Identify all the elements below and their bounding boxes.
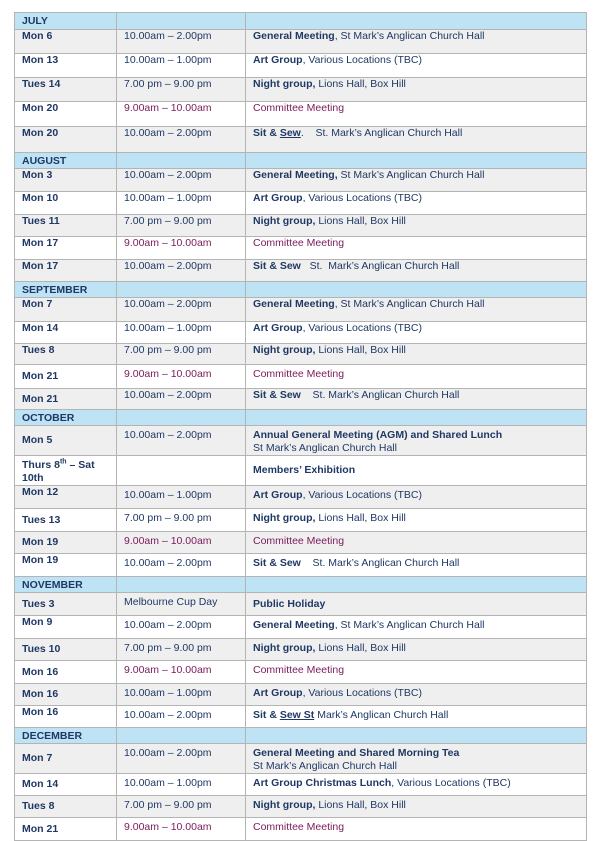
event-day: Mon 3 [15,169,117,192]
event-row [15,102,587,127]
event-time: 10.00am – 2.00pm [117,554,246,577]
event-time: 7.00 pm – 9.00 pm [117,509,246,532]
day-end: – Sat 10th [22,458,95,484]
event-day: Tues 8 [15,796,117,818]
event-time: 10.00am – 2.00pm [117,169,246,192]
event-title-underlined: Sew [279,127,301,139]
event-time: 10.00am – 2.00pm [117,389,246,410]
month-header-cell [117,577,246,593]
event-row [15,639,587,661]
event-description [246,30,587,54]
event-title: Sit & Sew [253,557,301,569]
event-title: General Meeting [253,298,335,310]
event-title: Sit & Sew [253,260,301,272]
event-location: Lions Hall, Box Hill [315,215,406,227]
event-description [246,639,587,661]
event-location: . St. Mark’s Anglican Church Hall [300,127,463,139]
event-day: Tues 3 [15,593,117,616]
event-row [15,593,587,616]
event-description [246,818,587,841]
event-time: 7.00 pm – 9.00 pm [117,639,246,661]
event-time: 10.00am – 1.00pm [117,486,246,509]
event-day: Mon 14 [15,322,117,344]
month-name: SEPTEMBER [15,282,117,298]
event-row [15,260,587,282]
event-location: , St Mark’s Anglican Church Hall [334,30,485,42]
event-location: Lions Hall, Box Hill [315,344,406,356]
event-row [15,509,587,532]
event-location: Lions Hall, Box Hill [315,799,406,811]
event-day: Mon 19 [15,554,117,577]
event-time: 10.00am – 2.00pm [117,298,246,322]
event-time [117,456,246,486]
event-description [246,127,587,153]
month-header-row [15,410,587,426]
event-description [246,426,587,456]
event-description [246,456,587,486]
event-time: 10.00am – 2.00pm [117,744,246,774]
event-time: 10.00am – 1.00pm [117,684,246,706]
event-description [246,706,587,728]
event-title: Sit & [253,127,280,139]
event-title: Art Group [253,489,303,501]
event-day: Tues 11 [15,215,117,237]
event-day: Tues 13 [15,509,117,532]
committee-meeting-label: Committee Meeting [253,821,345,833]
event-day [15,456,117,486]
event-description [246,744,587,774]
event-description [246,260,587,282]
event-day: Mon 14 [15,774,117,796]
event-day: Mon 21 [15,365,117,389]
event-description [246,509,587,532]
event-row [15,365,587,389]
event-description [246,684,587,706]
event-time: 10.00am – 1.00pm [117,322,246,344]
month-header-cell [246,13,587,30]
event-location: , St Mark’s Anglican Church Hall [334,619,485,631]
month-header-cell [246,410,587,426]
event-time: 10.00am – 2.00pm [117,616,246,639]
event-description [246,593,587,616]
event-location: , Various Locations (TBC) [302,489,423,501]
event-time: 10.00am – 2.00pm [117,706,246,728]
month-name: NOVEMBER [15,577,117,593]
event-location: St. Mark’s Anglican Church Hall [300,260,460,272]
event-day: Mon 9 [15,616,117,639]
event-title: Members’ Exhibition [253,464,356,476]
event-row [15,192,587,215]
event-location: St. Mark’s Anglican Church Hall [300,557,460,569]
event-description [246,774,587,796]
event-row [15,706,587,728]
month-header-cell [117,410,246,426]
month-header-cell [246,577,587,593]
event-title: Art Group [253,322,303,334]
event-time: 9.00am – 10.00am [117,102,246,127]
event-description [246,192,587,215]
event-title: Art Group [253,687,303,699]
event-description [246,102,587,127]
committee-meeting-label: Committee Meeting [253,102,345,114]
event-title: Art Group [253,54,303,66]
month-name: AUGUST [15,153,117,169]
event-title: Sit & Sew [253,389,301,401]
event-title: Night group, [253,78,316,90]
event-day: Mon 5 [15,426,117,456]
event-description [246,215,587,237]
event-row [15,78,587,102]
event-description [246,78,587,102]
event-title: Night group, [253,512,316,524]
event-day: Tues 8 [15,344,117,365]
event-row [15,127,587,153]
event-title: Art Group Christmas Lunch [253,777,392,789]
event-title: General Meeting [253,30,335,42]
event-description [246,796,587,818]
event-day: Mon 16 [15,684,117,706]
event-description [246,532,587,554]
event-day: Mon 13 [15,54,117,78]
event-time: 9.00am – 10.00am [117,365,246,389]
month-header-row [15,13,587,30]
event-title: Night group, [253,344,316,356]
event-description [246,54,587,78]
event-day: Tues 14 [15,78,117,102]
event-row [15,215,587,237]
event-title: Public Holiday [253,597,326,610]
event-location: St Mark’s Anglican Church Hall [337,169,485,181]
month-header-row [15,728,587,744]
event-day: Tues 10 [15,639,117,661]
event-description [246,389,587,410]
event-day: Mon 7 [15,744,117,774]
event-day: Mon 6 [15,30,117,54]
event-title: Night group, [253,642,316,654]
event-title: General Meeting [253,619,335,631]
day-start: Thurs 8 [22,458,60,471]
event-day: Mon 21 [15,818,117,841]
event-row [15,237,587,260]
event-description [246,486,587,509]
event-row [15,54,587,78]
event-location: , Various Locations (TBC) [302,687,423,699]
event-day: Mon 21 [15,389,117,410]
month-header-cell [246,153,587,169]
event-description [246,298,587,322]
month-name: OCTOBER [15,410,117,426]
event-title: Night group, [253,215,316,227]
committee-meeting-label: Committee Meeting [253,535,345,547]
month-header-cell [246,728,587,744]
event-time: 9.00am – 10.00am [117,818,246,841]
event-location: , St Mark’s Anglican Church Hall [334,298,485,310]
event-time: 10.00am – 2.00pm [117,127,246,153]
event-time: 7.00 pm – 9.00 pm [117,796,246,818]
event-day: Mon 17 [15,260,117,282]
event-description [246,554,587,577]
event-row [15,456,587,486]
event-description [246,237,587,260]
month-header-row [15,153,587,169]
committee-meeting-label: Committee Meeting [253,368,345,380]
event-time: 10.00am – 1.00pm [117,774,246,796]
event-day: Mon 20 [15,102,117,127]
event-time: 7.00 pm – 9.00 pm [117,344,246,365]
event-day: Mon 16 [15,706,117,728]
event-day: Mon 12 [15,486,117,509]
event-time: 9.00am – 10.00am [117,237,246,260]
event-location: St Mark’s Anglican Church Hall [253,760,397,772]
event-time: 10.00am – 2.00pm [117,30,246,54]
event-row [15,169,587,192]
event-time: 10.00am – 2.00pm [117,426,246,456]
event-row [15,486,587,509]
event-location: St. Mark’s Anglican Church Hall [300,389,460,401]
month-name: DECEMBER [15,728,117,744]
month-name: JULY [15,13,117,30]
event-title: Art Group [253,192,303,204]
event-title: Night group, [253,799,316,811]
event-row [15,818,587,841]
event-row [15,298,587,322]
day-ordinal: th [59,458,67,465]
event-location: , Various Locations (TBC) [391,777,511,789]
schedule-body [15,13,587,841]
event-location: St Mark’s Anglican Church Hall [253,442,397,454]
month-header-cell [117,282,246,298]
event-description [246,365,587,389]
event-location: Lions Hall, Box Hill [315,642,406,654]
event-time: 7.00 pm – 9.00 pm [117,215,246,237]
event-time: Melbourne Cup Day [117,593,246,616]
event-description [246,616,587,639]
event-title: Sit & [253,709,280,721]
committee-meeting-label: Committee Meeting [253,664,345,676]
event-location: , Various Locations (TBC) [302,54,423,66]
event-day: Mon 17 [15,237,117,260]
event-row [15,389,587,410]
event-time: 10.00am – 2.00pm [117,260,246,282]
event-location: Mark’s Anglican Church Hall [314,709,449,721]
event-location: Lions Hall, Box Hill [315,512,406,524]
committee-meeting-label: Committee Meeting [253,237,345,249]
event-location: , Various Locations (TBC) [302,322,423,334]
event-time: 7.00 pm – 9.00 pm [117,78,246,102]
month-header-cell [117,13,246,30]
event-title: General Meeting and Shared Morning Tea [253,747,460,759]
event-description [246,661,587,684]
event-time: 9.00am – 10.00am [117,532,246,554]
event-day: Mon 20 [15,127,117,153]
event-row [15,344,587,365]
event-description [246,344,587,365]
event-time: 10.00am – 1.00pm [117,54,246,78]
events-schedule-table [14,12,587,841]
event-row [15,796,587,818]
event-row [15,30,587,54]
event-row [15,744,587,774]
event-day: Mon 7 [15,298,117,322]
event-row [15,774,587,796]
month-header-cell [117,153,246,169]
event-title-underlined: Sew St [279,709,315,721]
event-location: Lions Hall, Box Hill [315,78,406,90]
month-header-row [15,282,587,298]
event-day: Mon 16 [15,661,117,684]
event-row [15,554,587,577]
event-row [15,661,587,684]
event-title: Annual General Meeting (AGM) and Shared Lunch [253,429,503,441]
event-row [15,426,587,456]
event-row [15,532,587,554]
event-day: Mon 10 [15,192,117,215]
month-header-cell [117,728,246,744]
event-day: Mon 19 [15,532,117,554]
event-row [15,322,587,344]
event-row [15,616,587,639]
month-header-row [15,577,587,593]
event-description [246,169,587,192]
event-location: , Various Locations (TBC) [302,192,423,204]
event-time: 9.00am – 10.00am [117,661,246,684]
event-description [246,322,587,344]
event-time: 10.00am – 1.00pm [117,192,246,215]
event-title: General Meeting, [253,169,338,181]
month-header-cell [246,282,587,298]
event-row [15,684,587,706]
